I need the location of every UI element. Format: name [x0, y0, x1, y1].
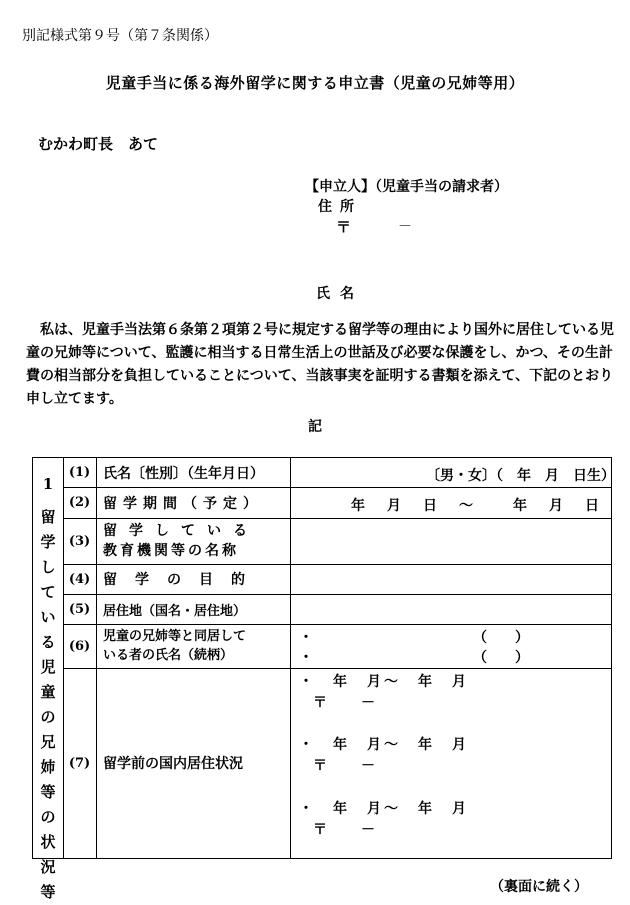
cohabitant-relation-1[interactable]: （ ） — [473, 630, 529, 646]
addressee: むかわ町長 あて — [38, 135, 159, 153]
section-title-char: 童 — [40, 683, 56, 701]
name-value-field[interactable]: 〔男・女〕（ 年 月 日生） — [426, 468, 615, 484]
section-title-char: い — [40, 608, 56, 626]
form-number: 別記様式第９号（第７条関係） — [22, 28, 218, 44]
section-title-char: 等 — [40, 883, 56, 901]
section-title-char: 姉 — [40, 758, 56, 776]
postal-dash: － — [398, 219, 412, 235]
section-title-char: 況 — [40, 858, 56, 876]
section-title-char: 兄 — [40, 733, 56, 751]
continue-note: （裏面に続く） — [490, 879, 588, 895]
row-number: (1) — [68, 465, 91, 480]
row-label-cohabitant — [96, 624, 290, 668]
prior-residence-postal-3[interactable]: 〒 － — [313, 822, 377, 838]
row-number: (6) — [68, 638, 91, 654]
name-label: 氏名 — [316, 286, 364, 302]
section-title-char: 状 — [40, 833, 56, 851]
statement-text: 私は、児童手当法第６条第２項第２号に規定する留学等の理由により国外に居住している児童の兄姉等について、監護に相当する日常生活上の世話及び必要な保護をし、かつ、その生計費の相当部分を負担していることについて、当該事実を証明する書類を添えて、下記のとおり申し立てます。 — [26, 322, 614, 407]
institution-label-line2: 教育機関等の名称 — [103, 543, 239, 559]
prior-residence-period-2[interactable]: ・ 年 月～ 年 月 — [299, 737, 469, 753]
prior-residence-period-3[interactable]: ・ 年 月～ 年 月 — [299, 801, 469, 817]
section-title-char: 留 — [40, 508, 56, 526]
cohabitant-bullet-1[interactable]: ・ — [299, 630, 313, 646]
prior-residence-postal-1[interactable]: 〒 － — [313, 695, 377, 711]
institution-label-line1: 留学している — [103, 523, 259, 539]
ki-heading: 記 — [308, 419, 322, 435]
cohabitant-label-line2: いる者の氏名（続柄） — [103, 648, 234, 663]
row-label-residence: 居住地（国名・居住地） — [103, 603, 247, 619]
cohabitant-label-line1: 児童の兄姉等と同居して — [103, 629, 247, 644]
row-number: (7) — [68, 755, 91, 771]
section-title — [33, 472, 63, 905]
row-label-prior-residence: 留学前の国内居住状況 — [103, 756, 243, 772]
section-title-render — [33, 472, 63, 905]
section-title-char: る — [40, 633, 56, 651]
row-number: (5) — [68, 601, 91, 617]
prior-residence-period-1[interactable]: ・ 年 月～ 年 月 — [299, 674, 469, 690]
period-value-field[interactable]: 年 月 日 ～ 年 月 日 — [351, 498, 603, 514]
address-label: 住所 — [318, 199, 362, 215]
section-title-char: の — [40, 708, 56, 726]
cohabitant-bullet-2[interactable]: ・ — [299, 650, 313, 666]
prior-residence-postal-2[interactable]: 〒 － — [313, 758, 377, 774]
row-label-purpose: 留学の目的 — [103, 572, 263, 588]
row-number: (2) — [68, 495, 91, 510]
applicant-label: 【申立人】（児童手当の請求者） — [305, 179, 508, 195]
row-number: (4) — [68, 571, 91, 587]
section-title-char: て — [40, 583, 56, 601]
section-title-char: の — [40, 808, 56, 826]
postal-mark: 〒 — [336, 218, 352, 236]
row-number: (3) — [68, 533, 91, 549]
row-label-period: 留学期間（予定） — [103, 495, 263, 512]
cohabitant-relation-2[interactable]: （ ） — [473, 650, 529, 666]
section-title-char: 児 — [40, 658, 56, 676]
section-title-char: 等 — [40, 783, 56, 801]
row-label-name: 氏名〔性別〕（生年月日） — [103, 465, 264, 482]
row-label-institution — [96, 518, 290, 564]
section-title-char: 学 — [40, 533, 56, 551]
document-title: 児童手当に係る海外留学に関する申立書（児童の兄姉等用） — [105, 74, 525, 92]
section-title-char: 1 — [42, 475, 54, 493]
section-title-char: し — [40, 558, 56, 576]
